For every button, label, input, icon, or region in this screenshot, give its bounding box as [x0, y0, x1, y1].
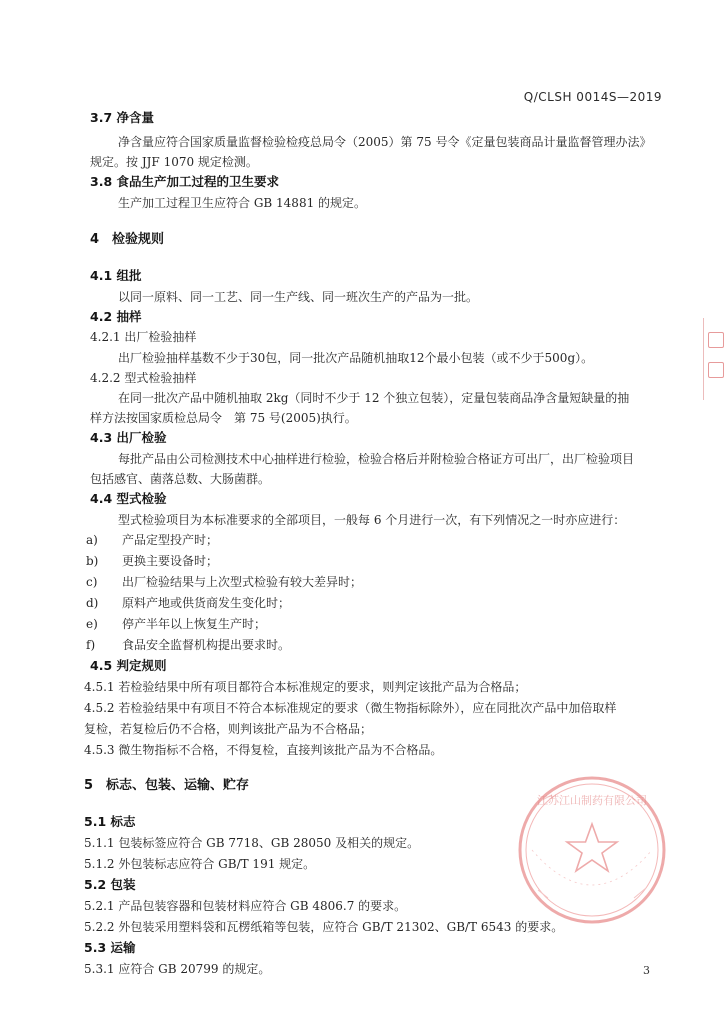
- line-text: 5.1.2 外包装标志应符合 GB/T 191 规定。: [84, 857, 316, 871]
- list-marker: e): [86, 617, 98, 631]
- text-line: [84, 679, 526, 695]
- text-line: [90, 471, 270, 487]
- page-number: 3: [643, 964, 650, 977]
- section-heading: [90, 268, 142, 284]
- text-line: [84, 856, 315, 872]
- section-heading: [90, 658, 167, 674]
- text-line: [90, 410, 357, 426]
- text-line: [118, 289, 478, 305]
- line-text: 复检，若复检后仍不合格，则判该批产品为不合格品；: [84, 722, 373, 736]
- line-text: 以同一原料、同一工艺、同一生产线、同一班次生产的产品为一批。: [118, 290, 479, 304]
- text-line: [118, 195, 366, 211]
- line-text: 规定。按 JJF 1070 规定检测。: [90, 155, 258, 169]
- line-text: 生产加工过程卫生应符合 GB 14881 的规定。: [118, 196, 367, 210]
- line-text: 净含量应符合国家质量监督检验检疫总局令（2005）第 75 号令《定量包装商品计量监督管理办法》: [118, 135, 652, 149]
- list-marker: f): [86, 638, 96, 652]
- list-marker: b): [86, 554, 99, 568]
- section-heading: [84, 940, 136, 956]
- text-line: [84, 700, 616, 716]
- line-text: 4.2.2 型式检验抽样: [90, 371, 197, 385]
- line-text: 5.2.1 产品包装容器和包装材料应符合 GB 4806.7 的要求。: [84, 899, 407, 913]
- line-text: 5.2.2 外包装采用塑料袋和瓦楞纸箱等包装，应符合 GB/T 21302、GB/T 6543 的要求。: [84, 920, 564, 934]
- section-heading: [84, 814, 136, 830]
- section-heading: [84, 778, 249, 794]
- text-line: [84, 721, 372, 737]
- text-line: [118, 390, 629, 406]
- text-line: [118, 350, 593, 366]
- line-text: 4.2 抽样: [90, 309, 142, 324]
- line-text: 产品定型投产时；: [122, 533, 219, 547]
- section-heading: [90, 110, 154, 126]
- section-heading: [90, 491, 167, 507]
- line-text: 4.5.1 若检验结果中所有项目都符合本标准规定的要求，则判定该批产品为合格品；: [84, 680, 527, 694]
- text-line: [86, 637, 290, 653]
- text-line: [84, 742, 442, 758]
- line-text: 原料产地或供货商发生变化时；: [122, 596, 291, 610]
- line-text: 4.2.1 出厂检验抽样: [90, 330, 197, 344]
- text-line: [90, 154, 258, 170]
- section-heading: [90, 174, 279, 190]
- text-line: [86, 553, 218, 569]
- line-text: 型式检验项目为本标准要求的全部项目，一般每 6 个月进行一次，有下列情况之一时亦应进行：: [118, 513, 626, 527]
- line-text: 4.5.3 微生物指标不合格，不得复检，直接判该批产品为不合格品。: [84, 743, 443, 757]
- text-line: [90, 370, 196, 386]
- list-marker: c): [86, 575, 98, 589]
- line-text: 出厂检验抽样基数不少于30包，同一批次产品随机抽取12个最小包装（或不少于500g）。: [118, 351, 594, 365]
- line-text: 5.1 标志: [84, 814, 136, 829]
- document-code: Q/CLSH 0014S—2019: [523, 90, 662, 104]
- text-line: [90, 329, 196, 345]
- section-heading: [90, 309, 142, 325]
- text-line: [84, 898, 406, 914]
- line-text: 4.3 出厂检验: [90, 430, 167, 445]
- line-text: 3.7 净含量: [90, 110, 154, 125]
- line-text: 更换主要设备时；: [122, 554, 219, 568]
- company-seal: [512, 770, 672, 930]
- line-text: 在同一批次产品中随机抽取 2kg（同时不少于 12 个独立包装），定量包装商品净含量短缺量的抽: [118, 391, 630, 405]
- text-line: [84, 961, 270, 977]
- line-text: 4 检验规则: [90, 232, 165, 247]
- section-heading: [84, 877, 136, 893]
- line-text: 5.3 运输: [84, 940, 136, 955]
- line-text: 5 标志、包装、运输、贮存: [84, 778, 250, 793]
- section-heading: [90, 232, 164, 248]
- line-text: 每批产品由公司检测技术中心抽样进行检验，检验合格后并附检验合格证方可出厂，出厂检验项目: [118, 452, 635, 466]
- edge-seal-mark: [703, 318, 724, 400]
- list-marker: a): [86, 533, 98, 547]
- line-text: 包括感官、菌落总数、大肠菌群。: [90, 472, 271, 486]
- list-marker: d): [86, 596, 99, 610]
- line-text: 5.2 包装: [84, 877, 136, 892]
- text-line: [118, 451, 634, 467]
- text-line: [86, 595, 290, 611]
- line-text: 4.5.2 若检验结果中有项目不符合本标准规定的要求（微生物指标除外），应在同批次产品中加倍取样: [84, 701, 617, 715]
- line-text: 食品安全监督机构提出要求时。: [122, 638, 291, 652]
- line-text: 5.3.1 应符合 GB 20799 的规定。: [84, 962, 271, 976]
- line-text: 样方法按国家质检总局令 第 75 号(2005)执行。: [90, 411, 357, 425]
- text-line: [118, 134, 651, 150]
- text-line: [86, 532, 218, 548]
- seal-ring-text: 江苏江山制药有限公司: [537, 794, 647, 807]
- text-line: [84, 835, 419, 851]
- text-line: [84, 919, 563, 935]
- line-text: 5.1.1 包装标签应符合 GB 7718、GB 28050 及相关的规定。: [84, 836, 420, 850]
- text-line: [86, 616, 266, 632]
- line-text: 出厂检验结果与上次型式检验有较大差异时；: [122, 575, 363, 589]
- line-text: 4.1 组批: [90, 268, 142, 283]
- text-line: [118, 512, 625, 528]
- section-heading: [90, 430, 167, 446]
- line-text: 3.8 食品生产加工过程的卫生要求: [90, 174, 279, 189]
- text-line: [86, 574, 362, 590]
- line-text: 4.4 型式检验: [90, 491, 167, 506]
- line-text: 停产半年以上恢复生产时；: [122, 617, 267, 631]
- line-text: 4.5 判定规则: [90, 658, 167, 673]
